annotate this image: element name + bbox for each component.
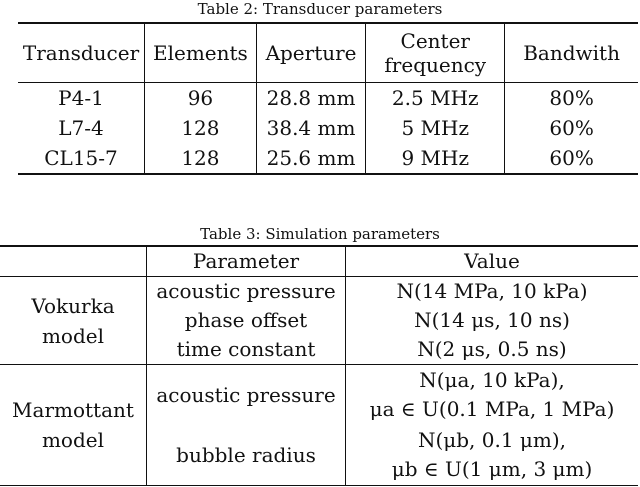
table-cell: 96	[145, 83, 257, 114]
transducer-parameters-table	[18, 22, 638, 175]
table-cell: CL15-7	[18, 143, 145, 174]
table-row	[0, 365, 638, 426]
table-cell: N(2 μs, 0.5 ns)	[346, 335, 639, 365]
table3-caption: Table 3: Simulation parameters	[200, 225, 440, 243]
table-cell: 60%	[549, 116, 594, 140]
value-line: N(μb, 0.1 μm),	[417, 428, 567, 452]
table-cell: 9 MHz	[366, 143, 505, 174]
table2-header-center-frequency: Center frequency	[366, 23, 505, 83]
table-cell: 38.4 mm	[256, 113, 365, 143]
table2-header-aperture: Aperture	[256, 23, 365, 83]
table-cell: 60%	[549, 146, 594, 170]
table-cell: acoustic pressure	[147, 277, 346, 307]
table-cell: 80%	[549, 86, 594, 110]
model-name-vokurka: Vokurka model	[0, 277, 147, 365]
table3-header-row	[0, 246, 638, 277]
table3-header-blank	[0, 246, 147, 277]
table-cell: 5 MHz	[366, 113, 505, 143]
table-cell: 128	[145, 143, 257, 174]
table2-header-transducer: Transducer	[18, 23, 145, 83]
table-cell: 25.6 mm	[256, 143, 365, 174]
table3-header-parameter: Parameter	[147, 246, 346, 277]
table-cell: bubble radius	[147, 425, 346, 486]
table-cell: phase offset	[147, 306, 346, 335]
table2-header-elements: Elements	[145, 23, 257, 83]
value-line: N(μa, 10 kPa),	[419, 368, 565, 392]
table-cell: 2.5 MHz	[366, 83, 505, 114]
table-cell: P4-1	[18, 83, 145, 114]
table-cell: N(14 MPa, 10 kPa)	[396, 279, 588, 303]
table3-header-value: Value	[346, 246, 639, 277]
table2-caption: Table 2: Transducer parameters	[197, 0, 443, 18]
table-row	[0, 277, 638, 307]
table-cell: 28.8 mm	[256, 83, 365, 114]
table-cell: 128	[145, 113, 257, 143]
table2-header-row	[18, 23, 638, 83]
table2-header-bandwith: Bandwith	[505, 23, 638, 83]
table-row	[18, 83, 638, 114]
value-line: μb ∈ U(1 μm, 3 μm)	[391, 457, 593, 481]
simulation-parameters-table	[0, 245, 638, 486]
table-cell: acoustic pressure	[147, 365, 346, 426]
table-cell: time constant	[147, 335, 346, 365]
table-row	[18, 113, 638, 143]
model-name-marmottant: Marmottant model	[0, 365, 147, 486]
table-cell	[346, 365, 639, 426]
table-cell: N(14 μs, 10 ns)	[414, 308, 570, 332]
table-row	[18, 143, 638, 174]
value-line: μa ∈ U(0.1 MPa, 1 MPa)	[369, 397, 615, 421]
table-cell: L7-4	[18, 113, 145, 143]
table-cell	[346, 425, 639, 486]
